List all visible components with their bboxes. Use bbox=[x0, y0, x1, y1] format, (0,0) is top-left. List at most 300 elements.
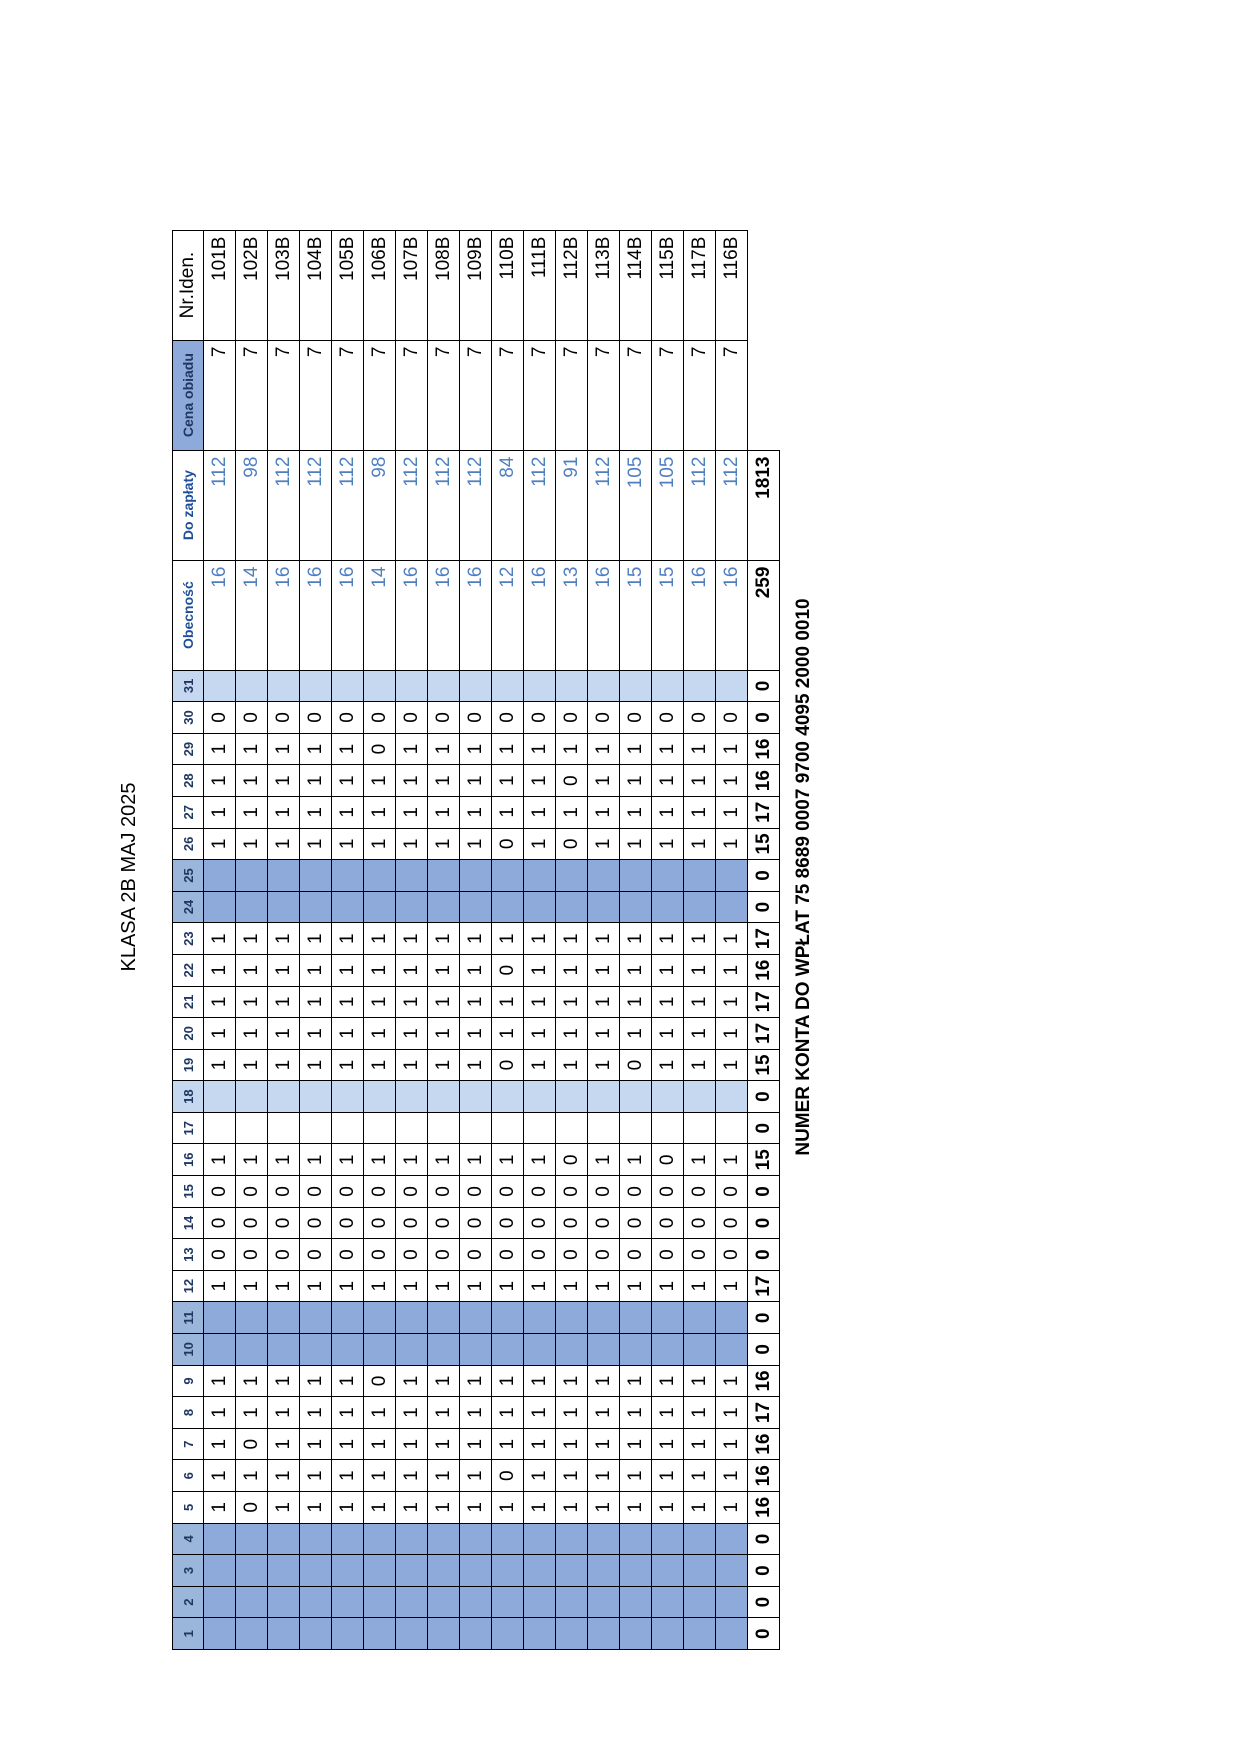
day-cell bbox=[396, 1555, 428, 1587]
day-cell: 0 bbox=[364, 1365, 396, 1397]
cena-cell: 7 bbox=[652, 340, 684, 450]
table-row bbox=[268, 230, 300, 1649]
day-cell: 1 bbox=[588, 1144, 620, 1176]
table-row bbox=[460, 230, 492, 1649]
zaplata-cell: 112 bbox=[268, 450, 300, 560]
day-cell bbox=[492, 1523, 524, 1555]
day-header: 2 bbox=[173, 1586, 204, 1618]
day-cell: 0 bbox=[652, 1144, 684, 1176]
day-cell: 1 bbox=[364, 1049, 396, 1081]
day-cell bbox=[236, 670, 268, 702]
day-header: 28 bbox=[173, 765, 204, 797]
day-cell: 1 bbox=[204, 986, 236, 1018]
day-cell bbox=[492, 1618, 524, 1650]
obecnosc-cell: 16 bbox=[428, 560, 460, 670]
day-cell: 1 bbox=[236, 1460, 268, 1492]
day-cell: 1 bbox=[204, 828, 236, 860]
day-cell: 1 bbox=[716, 1460, 748, 1492]
day-cell: 1 bbox=[492, 1270, 524, 1302]
day-cell bbox=[716, 1555, 748, 1587]
day-cell: 1 bbox=[652, 954, 684, 986]
day-cell bbox=[268, 1618, 300, 1650]
day-cell: 0 bbox=[556, 1144, 588, 1176]
day-cell: 0 bbox=[652, 1239, 684, 1271]
day-header: 31 bbox=[173, 670, 204, 702]
day-cell bbox=[300, 1302, 332, 1334]
zaplata-cell: 112 bbox=[684, 450, 716, 560]
day-cell: 1 bbox=[620, 765, 652, 797]
day-cell: 0 bbox=[556, 1176, 588, 1208]
day-cell bbox=[236, 1112, 268, 1144]
day-cell: 1 bbox=[364, 1018, 396, 1050]
day-cell: 0 bbox=[492, 1239, 524, 1271]
day-cell bbox=[652, 1555, 684, 1587]
day-total: 0 bbox=[748, 1618, 780, 1650]
cena-cell: 7 bbox=[428, 340, 460, 450]
day-header: 21 bbox=[173, 986, 204, 1018]
day-cell: 1 bbox=[460, 828, 492, 860]
day-cell: 1 bbox=[652, 796, 684, 828]
day-cell: 1 bbox=[236, 1397, 268, 1429]
nr-iden-cell: 108B bbox=[428, 230, 460, 340]
day-cell: 1 bbox=[652, 828, 684, 860]
day-cell bbox=[524, 1081, 556, 1113]
day-cell: 1 bbox=[716, 828, 748, 860]
day-cell: 1 bbox=[684, 1049, 716, 1081]
day-cell: 1 bbox=[332, 828, 364, 860]
nr-iden-cell: 112B bbox=[556, 230, 588, 340]
day-cell bbox=[620, 1081, 652, 1113]
obecnosc-cell: 16 bbox=[396, 560, 428, 670]
day-cell bbox=[492, 670, 524, 702]
day-cell: 1 bbox=[684, 828, 716, 860]
day-total: 16 bbox=[748, 733, 780, 765]
day-total: 16 bbox=[748, 954, 780, 986]
day-cell: 1 bbox=[332, 1018, 364, 1050]
day-cell: 1 bbox=[428, 954, 460, 986]
day-cell: 1 bbox=[332, 1049, 364, 1081]
nr-iden-cell: 107B bbox=[396, 230, 428, 340]
day-cell bbox=[268, 1586, 300, 1618]
day-cell: 1 bbox=[684, 1144, 716, 1176]
day-header: 5 bbox=[173, 1492, 204, 1524]
day-cell: 1 bbox=[332, 954, 364, 986]
obecnosc-cell: 16 bbox=[684, 560, 716, 670]
day-cell bbox=[588, 670, 620, 702]
day-cell: 1 bbox=[556, 733, 588, 765]
day-cell bbox=[684, 1081, 716, 1113]
day-cell: 1 bbox=[396, 923, 428, 955]
day-cell bbox=[332, 1618, 364, 1650]
day-cell bbox=[428, 1081, 460, 1113]
day-cell bbox=[588, 1081, 620, 1113]
day-cell bbox=[428, 670, 460, 702]
day-cell: 1 bbox=[652, 923, 684, 955]
day-cell bbox=[300, 1523, 332, 1555]
nr-iden-cell: 105B bbox=[332, 230, 364, 340]
day-cell bbox=[652, 1334, 684, 1366]
table-row bbox=[492, 230, 524, 1649]
day-cell bbox=[524, 1586, 556, 1618]
day-cell: 1 bbox=[620, 1365, 652, 1397]
day-cell bbox=[588, 1302, 620, 1334]
day-cell: 1 bbox=[364, 1144, 396, 1176]
day-cell: 1 bbox=[620, 796, 652, 828]
day-cell bbox=[492, 1081, 524, 1113]
page-title: KLASA 2B MAJ 2025 bbox=[118, 782, 140, 972]
day-cell: 1 bbox=[652, 1397, 684, 1429]
day-cell: 1 bbox=[524, 733, 556, 765]
day-cell: 1 bbox=[524, 765, 556, 797]
day-cell: 1 bbox=[300, 796, 332, 828]
day-cell bbox=[332, 1523, 364, 1555]
day-cell: 1 bbox=[364, 1460, 396, 1492]
day-cell bbox=[620, 1112, 652, 1144]
day-cell bbox=[524, 1618, 556, 1650]
day-cell bbox=[492, 1334, 524, 1366]
cena-cell: 7 bbox=[268, 340, 300, 450]
day-cell: 1 bbox=[588, 1428, 620, 1460]
day-cell: 1 bbox=[460, 765, 492, 797]
day-header: 12 bbox=[173, 1270, 204, 1302]
day-cell: 1 bbox=[364, 1270, 396, 1302]
day-cell bbox=[716, 1618, 748, 1650]
day-cell: 1 bbox=[268, 765, 300, 797]
day-header: 29 bbox=[173, 733, 204, 765]
day-cell bbox=[428, 1586, 460, 1618]
day-cell: 1 bbox=[684, 986, 716, 1018]
day-cell bbox=[204, 1112, 236, 1144]
day-total: 0 bbox=[748, 1176, 780, 1208]
day-cell: 0 bbox=[492, 702, 524, 734]
day-cell: 0 bbox=[300, 702, 332, 734]
day-cell bbox=[652, 1302, 684, 1334]
day-cell: 1 bbox=[716, 923, 748, 955]
day-header: 13 bbox=[173, 1239, 204, 1271]
day-cell: 1 bbox=[460, 1049, 492, 1081]
day-cell: 0 bbox=[684, 1207, 716, 1239]
cena-cell: 7 bbox=[716, 340, 748, 450]
day-cell: 1 bbox=[300, 1049, 332, 1081]
day-header: 11 bbox=[173, 1302, 204, 1334]
day-cell: 1 bbox=[684, 1365, 716, 1397]
day-cell: 1 bbox=[492, 1428, 524, 1460]
day-cell: 1 bbox=[300, 733, 332, 765]
day-cell bbox=[652, 860, 684, 892]
day-cell bbox=[236, 1302, 268, 1334]
table-row bbox=[396, 230, 428, 1649]
day-cell: 1 bbox=[460, 1144, 492, 1176]
day-cell: 0 bbox=[556, 765, 588, 797]
day-cell: 1 bbox=[236, 1365, 268, 1397]
day-cell: 1 bbox=[236, 1270, 268, 1302]
day-cell bbox=[556, 891, 588, 923]
day-cell bbox=[364, 1302, 396, 1334]
day-cell bbox=[236, 1586, 268, 1618]
day-cell: 1 bbox=[204, 765, 236, 797]
day-cell bbox=[428, 1302, 460, 1334]
day-cell: 1 bbox=[364, 1428, 396, 1460]
zaplata-cell: 112 bbox=[716, 450, 748, 560]
day-cell: 1 bbox=[300, 986, 332, 1018]
day-cell bbox=[300, 1081, 332, 1113]
day-cell: 0 bbox=[204, 1239, 236, 1271]
nr-iden-cell: 117B bbox=[684, 230, 716, 340]
day-cell: 0 bbox=[332, 702, 364, 734]
day-cell: 1 bbox=[524, 954, 556, 986]
day-cell: 0 bbox=[556, 1239, 588, 1271]
day-cell: 1 bbox=[460, 1270, 492, 1302]
day-cell: 1 bbox=[364, 954, 396, 986]
day-cell bbox=[460, 1523, 492, 1555]
day-total: 0 bbox=[748, 1207, 780, 1239]
day-cell: 1 bbox=[428, 1049, 460, 1081]
day-cell: 1 bbox=[588, 1460, 620, 1492]
day-cell bbox=[652, 1081, 684, 1113]
day-cell: 0 bbox=[268, 1176, 300, 1208]
day-cell: 1 bbox=[588, 828, 620, 860]
day-cell: 1 bbox=[268, 923, 300, 955]
day-cell bbox=[492, 1555, 524, 1587]
day-cell: 1 bbox=[460, 1460, 492, 1492]
day-cell: 1 bbox=[332, 1397, 364, 1429]
day-cell bbox=[716, 1081, 748, 1113]
day-cell bbox=[556, 1523, 588, 1555]
day-cell bbox=[364, 1555, 396, 1587]
day-cell: 1 bbox=[716, 1428, 748, 1460]
day-cell: 1 bbox=[556, 954, 588, 986]
day-cell: 1 bbox=[556, 1049, 588, 1081]
day-cell: 1 bbox=[236, 1018, 268, 1050]
day-cell: 1 bbox=[684, 954, 716, 986]
obecnosc-cell: 16 bbox=[588, 560, 620, 670]
day-cell bbox=[332, 1302, 364, 1334]
day-cell: 1 bbox=[268, 1144, 300, 1176]
day-cell: 0 bbox=[652, 1176, 684, 1208]
day-cell: 0 bbox=[684, 1176, 716, 1208]
day-cell bbox=[684, 860, 716, 892]
day-cell bbox=[716, 891, 748, 923]
day-header: 14 bbox=[173, 1207, 204, 1239]
day-cell bbox=[556, 1618, 588, 1650]
day-cell bbox=[268, 670, 300, 702]
account-number: NUMER KONTA DO WPŁAT 75 8689 0007 9700 4095 2000 0010 bbox=[793, 598, 814, 1156]
day-cell: 0 bbox=[396, 1176, 428, 1208]
day-cell: 0 bbox=[204, 702, 236, 734]
day-cell bbox=[364, 1081, 396, 1113]
day-cell: 1 bbox=[428, 828, 460, 860]
day-cell: 1 bbox=[236, 733, 268, 765]
totals-row bbox=[748, 230, 780, 1649]
day-cell: 1 bbox=[652, 986, 684, 1018]
day-cell: 1 bbox=[652, 1428, 684, 1460]
day-header: 8 bbox=[173, 1397, 204, 1429]
day-cell: 1 bbox=[300, 954, 332, 986]
day-cell: 1 bbox=[620, 1270, 652, 1302]
zaplata-cell: 112 bbox=[332, 450, 364, 560]
obecnosc-cell: 16 bbox=[460, 560, 492, 670]
day-cell: 1 bbox=[268, 986, 300, 1018]
day-cell bbox=[556, 860, 588, 892]
table-row bbox=[716, 230, 748, 1649]
day-cell: 1 bbox=[300, 1428, 332, 1460]
day-cell: 1 bbox=[460, 733, 492, 765]
day-total: 17 bbox=[748, 1018, 780, 1050]
day-total: 0 bbox=[748, 1586, 780, 1618]
zaplata-total: 1813 bbox=[748, 450, 780, 560]
day-cell bbox=[716, 670, 748, 702]
day-cell: 1 bbox=[268, 1365, 300, 1397]
day-cell bbox=[460, 1334, 492, 1366]
day-cell: 1 bbox=[428, 1144, 460, 1176]
cena-cell: 7 bbox=[460, 340, 492, 450]
day-cell: 0 bbox=[364, 1176, 396, 1208]
day-cell bbox=[396, 860, 428, 892]
day-cell bbox=[268, 1112, 300, 1144]
day-cell: 1 bbox=[396, 765, 428, 797]
day-cell: 1 bbox=[556, 1428, 588, 1460]
day-cell: 1 bbox=[684, 1492, 716, 1524]
day-cell bbox=[684, 1112, 716, 1144]
day-header: 30 bbox=[173, 702, 204, 734]
day-cell: 0 bbox=[620, 1207, 652, 1239]
day-cell: 1 bbox=[204, 1018, 236, 1050]
day-cell: 1 bbox=[332, 765, 364, 797]
day-cell bbox=[716, 1302, 748, 1334]
day-total: 0 bbox=[748, 1239, 780, 1271]
day-cell bbox=[396, 1081, 428, 1113]
day-cell: 1 bbox=[396, 828, 428, 860]
obecnosc-cell: 16 bbox=[716, 560, 748, 670]
day-cell: 0 bbox=[492, 954, 524, 986]
day-cell: 1 bbox=[428, 1365, 460, 1397]
zaplata-cell: 112 bbox=[204, 450, 236, 560]
day-cell bbox=[364, 860, 396, 892]
day-total: 17 bbox=[748, 1270, 780, 1302]
day-cell: 1 bbox=[556, 1460, 588, 1492]
table-row bbox=[524, 230, 556, 1649]
nr-iden-header: Nr.Iden. bbox=[173, 230, 204, 340]
day-cell: 0 bbox=[556, 828, 588, 860]
day-cell: 1 bbox=[332, 1460, 364, 1492]
day-total: 0 bbox=[748, 1555, 780, 1587]
cena-cell: 7 bbox=[492, 340, 524, 450]
day-cell bbox=[492, 1302, 524, 1334]
day-cell: 0 bbox=[460, 1207, 492, 1239]
day-cell bbox=[204, 670, 236, 702]
cena-cell: 7 bbox=[396, 340, 428, 450]
day-cell: 1 bbox=[620, 986, 652, 1018]
day-cell: 1 bbox=[620, 733, 652, 765]
table-row bbox=[588, 230, 620, 1649]
day-cell bbox=[300, 860, 332, 892]
day-cell: 1 bbox=[236, 1049, 268, 1081]
day-cell: 1 bbox=[716, 1049, 748, 1081]
day-cell bbox=[620, 1302, 652, 1334]
day-cell: 1 bbox=[300, 765, 332, 797]
day-cell: 1 bbox=[396, 1049, 428, 1081]
day-cell: 0 bbox=[396, 1207, 428, 1239]
day-cell bbox=[524, 891, 556, 923]
day-cell: 1 bbox=[620, 1460, 652, 1492]
day-cell: 1 bbox=[524, 1365, 556, 1397]
day-cell bbox=[524, 1112, 556, 1144]
day-cell: 1 bbox=[588, 765, 620, 797]
day-cell: 1 bbox=[556, 1397, 588, 1429]
day-cell bbox=[396, 1302, 428, 1334]
day-cell bbox=[268, 1081, 300, 1113]
day-cell bbox=[204, 1334, 236, 1366]
day-cell: 1 bbox=[460, 796, 492, 828]
day-cell: 1 bbox=[556, 796, 588, 828]
day-cell: 1 bbox=[524, 923, 556, 955]
day-cell: 0 bbox=[524, 702, 556, 734]
day-cell bbox=[716, 860, 748, 892]
day-cell bbox=[652, 670, 684, 702]
day-cell: 1 bbox=[364, 828, 396, 860]
day-cell: 1 bbox=[652, 1492, 684, 1524]
day-cell: 0 bbox=[300, 1176, 332, 1208]
day-cell bbox=[204, 891, 236, 923]
day-total: 16 bbox=[748, 1365, 780, 1397]
day-cell: 1 bbox=[524, 986, 556, 1018]
day-cell: 0 bbox=[492, 1460, 524, 1492]
day-cell: 1 bbox=[332, 1270, 364, 1302]
day-header: 19 bbox=[173, 1049, 204, 1081]
table-row bbox=[332, 230, 364, 1649]
day-cell: 0 bbox=[652, 1207, 684, 1239]
day-cell: 1 bbox=[620, 828, 652, 860]
day-cell: 1 bbox=[716, 1270, 748, 1302]
day-cell: 1 bbox=[684, 1460, 716, 1492]
day-cell: 0 bbox=[524, 1239, 556, 1271]
day-cell: 0 bbox=[428, 1239, 460, 1271]
cena-cell: 7 bbox=[236, 340, 268, 450]
day-cell bbox=[556, 1081, 588, 1113]
day-cell: 1 bbox=[684, 796, 716, 828]
day-header: 18 bbox=[173, 1081, 204, 1113]
day-cell: 1 bbox=[428, 733, 460, 765]
day-cell: 1 bbox=[524, 1460, 556, 1492]
day-cell bbox=[684, 1618, 716, 1650]
day-cell: 0 bbox=[364, 702, 396, 734]
day-cell: 1 bbox=[524, 1428, 556, 1460]
day-cell: 1 bbox=[300, 828, 332, 860]
nr-iden-cell: 109B bbox=[460, 230, 492, 340]
day-cell: 1 bbox=[588, 1270, 620, 1302]
day-cell: 1 bbox=[716, 1492, 748, 1524]
day-cell: 1 bbox=[204, 733, 236, 765]
day-cell: 1 bbox=[588, 1049, 620, 1081]
obecnosc-cell: 13 bbox=[556, 560, 588, 670]
cena-cell: 7 bbox=[204, 340, 236, 450]
day-cell: 0 bbox=[332, 1176, 364, 1208]
day-cell: 1 bbox=[204, 1270, 236, 1302]
day-total: 15 bbox=[748, 1144, 780, 1176]
day-cell: 1 bbox=[204, 1397, 236, 1429]
day-cell bbox=[684, 1555, 716, 1587]
zaplata-cell: 84 bbox=[492, 450, 524, 560]
day-cell bbox=[396, 1112, 428, 1144]
day-cell bbox=[236, 1618, 268, 1650]
zaplata-cell: 112 bbox=[588, 450, 620, 560]
day-cell bbox=[332, 670, 364, 702]
day-cell: 1 bbox=[332, 1144, 364, 1176]
zaplata-cell: 112 bbox=[396, 450, 428, 560]
nr-iden-cell: 114B bbox=[620, 230, 652, 340]
day-cell bbox=[620, 1555, 652, 1587]
day-total: 17 bbox=[748, 1397, 780, 1429]
